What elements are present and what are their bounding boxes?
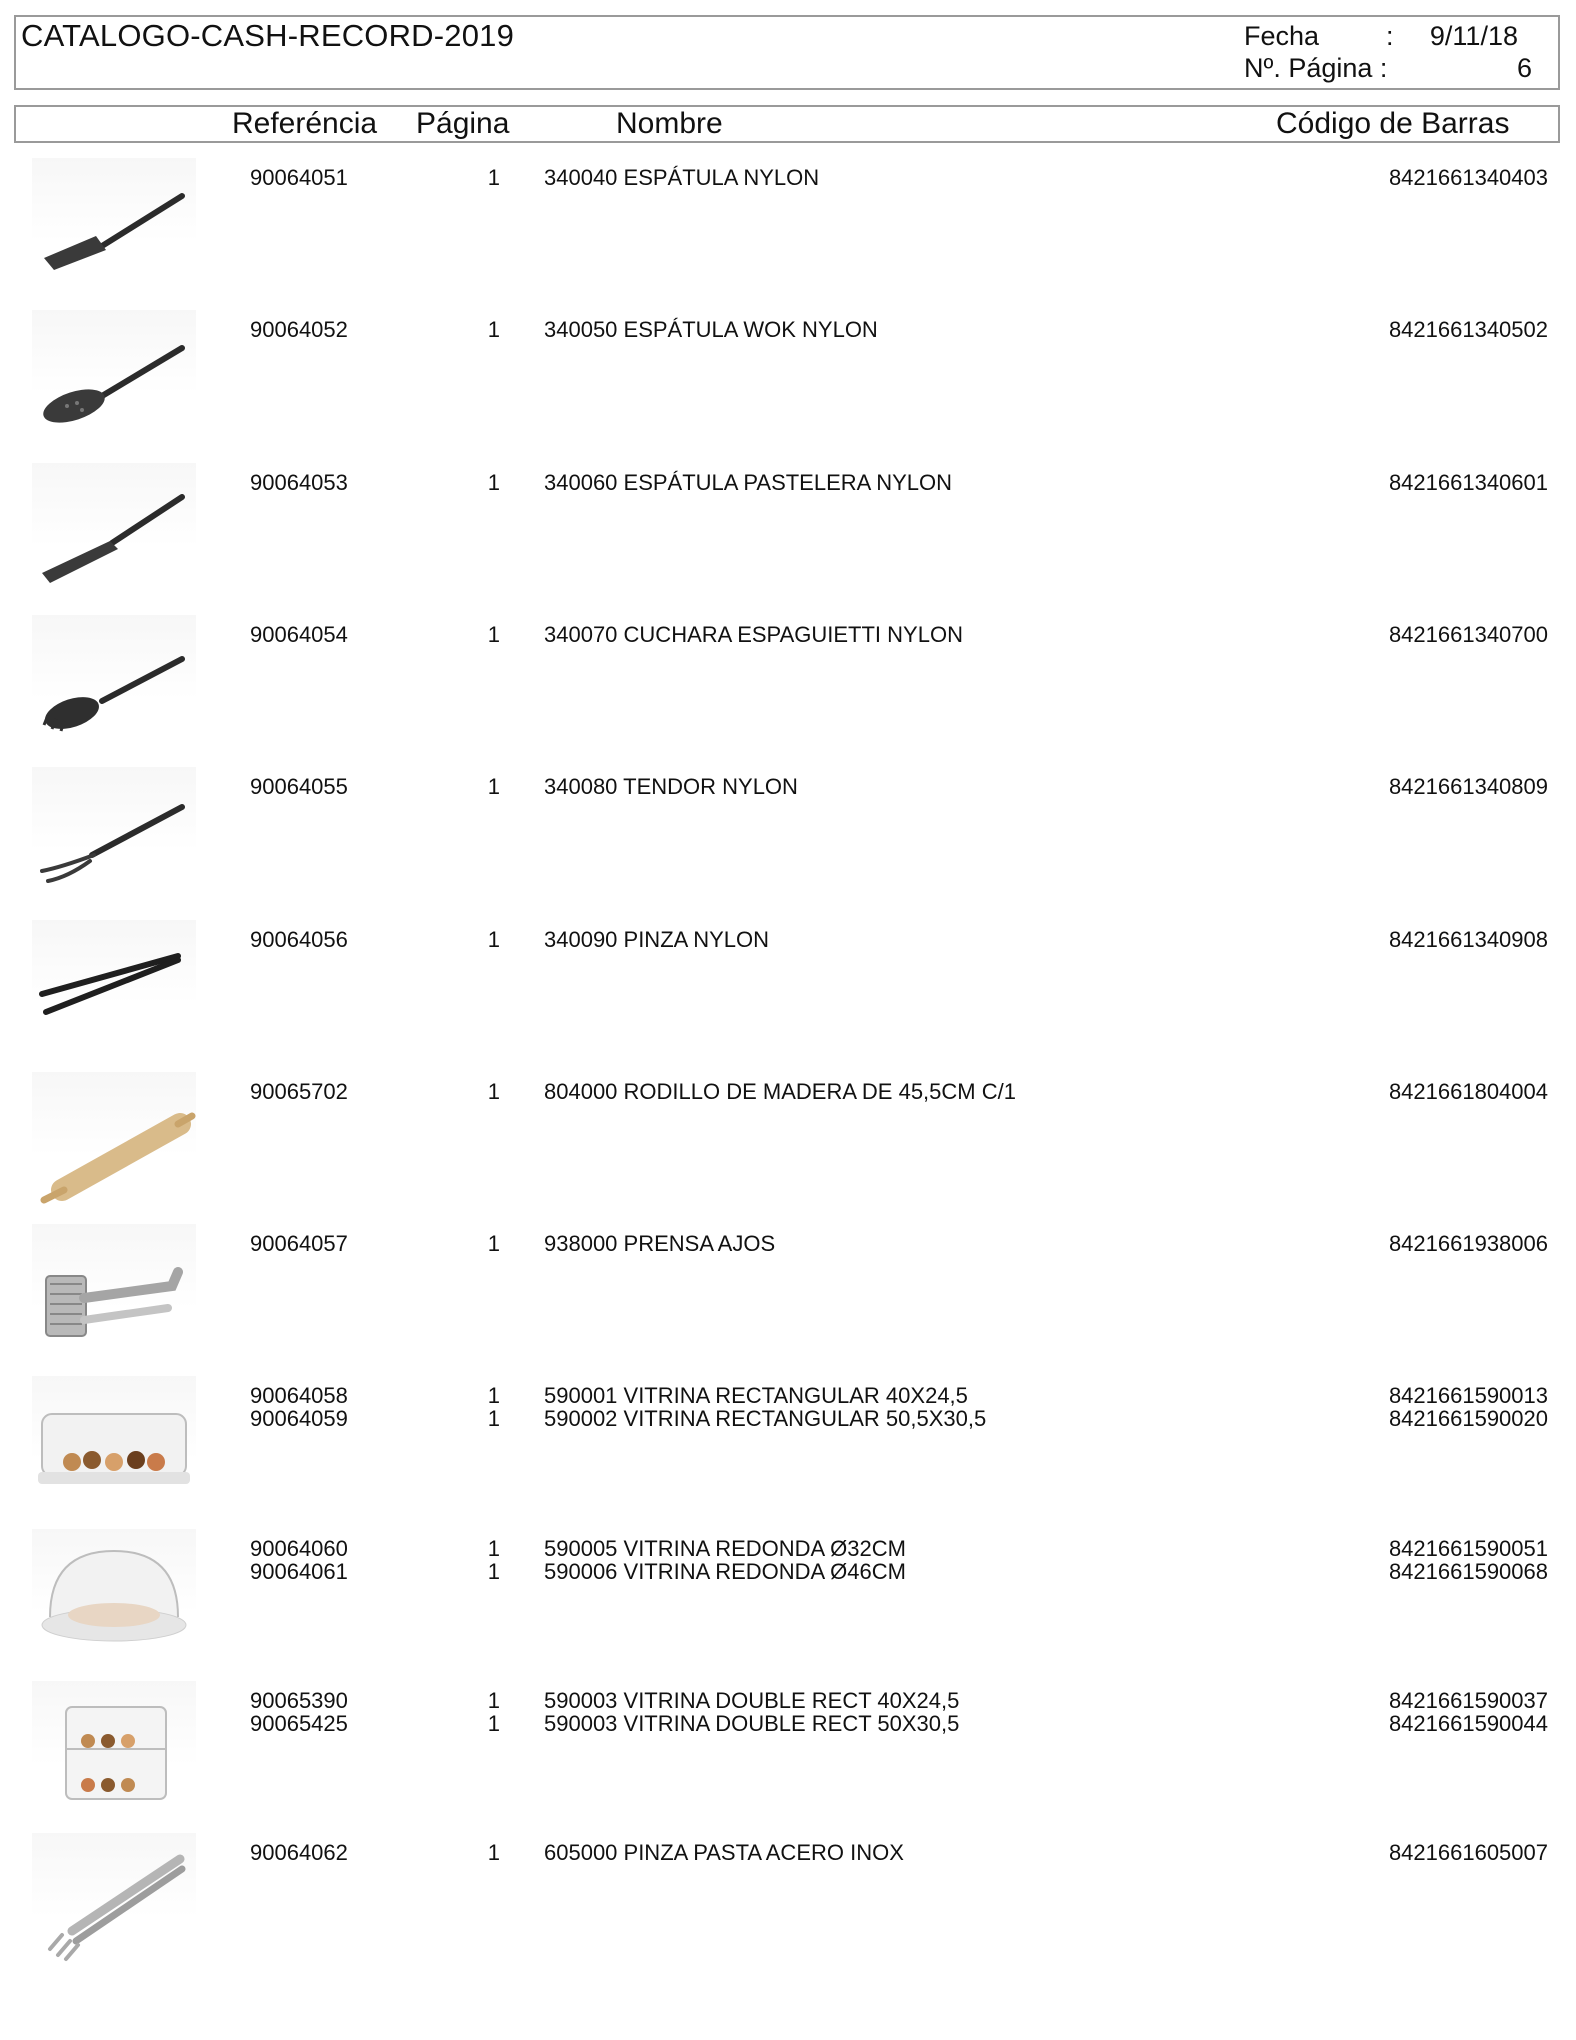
nombre-cell: 590005 VITRINA REDONDA Ø32CM bbox=[544, 1535, 906, 1561]
nombre-cell: 804000 RODILLO DE MADERA DE 45,5CM C/1 bbox=[544, 1078, 1016, 1104]
pagina-value: 6 bbox=[1516, 53, 1532, 83]
product-line bbox=[0, 165, 1576, 189]
nombre-cell: 340040 ESPÁTULA NYLON bbox=[544, 165, 820, 190]
barcode-cell: 8421661590068 bbox=[1388, 1558, 1548, 1584]
catalog-row bbox=[0, 463, 1576, 615]
pagina-cell: 1 bbox=[487, 469, 500, 495]
referencia-cell: 90065425 bbox=[250, 1711, 348, 1736]
nombre-cell: 340070 CUCHARA ESPAGUIETTI NYLON bbox=[544, 621, 963, 647]
pagina-cell: 1 bbox=[487, 165, 500, 190]
product-line bbox=[0, 1711, 1576, 1735]
catalog-row bbox=[0, 1681, 1576, 1833]
referencia-cell: 90064054 bbox=[250, 621, 348, 647]
product-line bbox=[0, 774, 1576, 798]
catalog-row bbox=[0, 310, 1576, 462]
column-header-nombre: Nombre bbox=[616, 107, 723, 140]
barcode-cell: 8421661590013 bbox=[1388, 1383, 1548, 1409]
product-line bbox=[0, 1383, 1576, 1407]
catalog-row bbox=[0, 767, 1576, 919]
product-line bbox=[0, 1559, 1576, 1583]
catalog-row bbox=[0, 615, 1576, 767]
catalog-row bbox=[0, 1833, 1576, 1985]
document-title: CATALOGO-CASH-RECORD-2019 bbox=[21, 18, 515, 53]
barcode-cell: 8421661938006 bbox=[1388, 1231, 1548, 1257]
fecha-value: 9/11/18 bbox=[1429, 21, 1518, 51]
nombre-cell: 340060 ESPÁTULA PASTELERA NYLON bbox=[544, 469, 953, 495]
product-line bbox=[0, 622, 1576, 646]
nombre-cell: 590002 VITRINA RECTANGULAR 50,5X30,5 bbox=[544, 1406, 987, 1432]
barcode-cell: 8421661340700 bbox=[1388, 621, 1548, 647]
barcode-cell: 8421661804004 bbox=[1388, 1078, 1548, 1104]
nombre-cell: 938000 PRENSA AJOS bbox=[544, 1231, 776, 1257]
column-header-codigo: Código de Barras bbox=[1276, 107, 1510, 140]
catalog-row bbox=[0, 1224, 1576, 1376]
nombre-cell: 340050 ESPÁTULA WOK NYLON bbox=[544, 317, 878, 343]
pagina-cell: 1 bbox=[487, 317, 500, 343]
fecha-colon: : bbox=[1386, 21, 1394, 51]
referencia-cell: 90064053 bbox=[250, 469, 348, 495]
product-line bbox=[0, 317, 1576, 341]
referencia-cell: 90064060 bbox=[250, 1535, 348, 1561]
product-line bbox=[0, 1536, 1576, 1560]
referencia-cell: 90065702 bbox=[250, 1078, 348, 1104]
pagina-cell: 1 bbox=[487, 1406, 500, 1432]
referencia-cell: 90064061 bbox=[250, 1558, 348, 1584]
product-line bbox=[0, 1406, 1576, 1430]
catalog-row bbox=[0, 1376, 1576, 1528]
nombre-cell: 340080 TENDOR NYLON bbox=[544, 774, 798, 800]
pagina-cell: 1 bbox=[487, 621, 500, 647]
fecha-label: Fecha bbox=[1244, 21, 1320, 51]
pagina-cell: 1 bbox=[487, 1688, 500, 1713]
nombre-cell: 590001 VITRINA RECTANGULAR 40X24,5 bbox=[544, 1383, 968, 1409]
barcode-cell: 8421661605007 bbox=[1388, 1840, 1548, 1866]
product-line bbox=[0, 470, 1576, 494]
referencia-cell: 90064059 bbox=[250, 1406, 348, 1432]
nombre-cell: 590003 VITRINA DOUBLE RECT 50X30,5 bbox=[544, 1711, 960, 1736]
product-line bbox=[0, 1688, 1576, 1712]
catalog-row bbox=[0, 1529, 1576, 1681]
barcode-cell: 8421661590044 bbox=[1388, 1711, 1548, 1736]
product-line bbox=[0, 1840, 1576, 1864]
catalog-row bbox=[0, 1072, 1576, 1224]
referencia-cell: 90064058 bbox=[250, 1383, 348, 1409]
referencia-cell: 90064057 bbox=[250, 1231, 348, 1257]
referencia-cell: 90064056 bbox=[250, 926, 348, 952]
pagina-label: Nº. Página : bbox=[1244, 53, 1388, 83]
pagina-cell: 1 bbox=[487, 1535, 500, 1561]
referencia-cell: 90064062 bbox=[250, 1840, 348, 1866]
barcode-cell: 8421661340502 bbox=[1388, 317, 1548, 343]
pagina-cell: 1 bbox=[487, 926, 500, 952]
referencia-cell: 90064052 bbox=[250, 317, 348, 343]
pagina-cell: 1 bbox=[487, 774, 500, 800]
product-line bbox=[0, 1079, 1576, 1103]
barcode-cell: 8421661590037 bbox=[1388, 1688, 1548, 1713]
pagina-cell: 1 bbox=[487, 1558, 500, 1584]
product-line bbox=[0, 1231, 1576, 1255]
catalog-row bbox=[0, 920, 1576, 1072]
column-header-referencia: Referéncia bbox=[232, 107, 378, 140]
referencia-cell: 90065390 bbox=[250, 1688, 348, 1713]
nombre-cell: 340090 PINZA NYLON bbox=[544, 926, 770, 952]
barcode-cell: 8421661340809 bbox=[1388, 774, 1548, 800]
nombre-cell: 590006 VITRINA REDONDA Ø46CM bbox=[544, 1558, 906, 1584]
pagina-cell: 1 bbox=[487, 1078, 500, 1104]
referencia-cell: 90064051 bbox=[250, 165, 348, 190]
barcode-cell: 8421661340601 bbox=[1388, 469, 1548, 495]
nombre-cell: 605000 PINZA PASTA ACERO INOX bbox=[544, 1840, 904, 1866]
pagina-cell: 1 bbox=[487, 1383, 500, 1409]
barcode-cell: 8421661340908 bbox=[1388, 926, 1548, 952]
pagina-cell: 1 bbox=[487, 1711, 500, 1736]
barcode-cell: 8421661340403 bbox=[1388, 165, 1548, 190]
referencia-cell: 90064055 bbox=[250, 774, 348, 800]
catalog-row bbox=[0, 158, 1576, 310]
barcode-cell: 8421661590051 bbox=[1388, 1535, 1548, 1561]
pagina-cell: 1 bbox=[487, 1840, 500, 1866]
product-line bbox=[0, 927, 1576, 951]
pagina-cell: 1 bbox=[487, 1231, 500, 1257]
nombre-cell: 590003 VITRINA DOUBLE RECT 40X24,5 bbox=[544, 1688, 960, 1713]
barcode-cell: 8421661590020 bbox=[1388, 1406, 1548, 1432]
column-header-pagina: Página bbox=[416, 107, 510, 140]
